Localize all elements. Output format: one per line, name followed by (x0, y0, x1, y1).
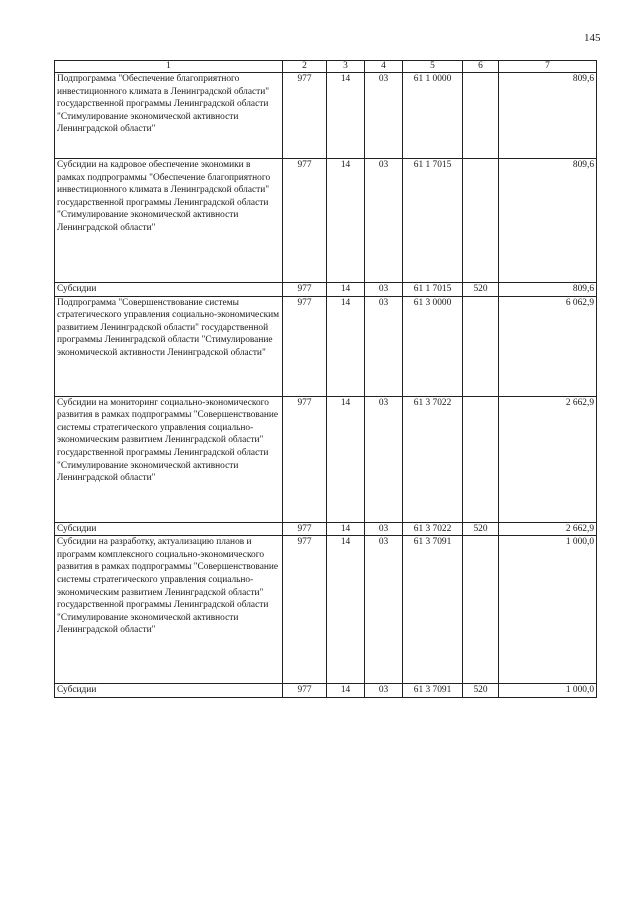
cell-target: 61 3 7091 (403, 684, 463, 698)
cell-type (463, 73, 499, 159)
row-name: Подпрограмма "Обеспечение благоприятного инвестиционного климата в Ленинградской области" государственной программы Ленинградской области "Стимулирование экономической активности Ленинградской области" (55, 73, 283, 159)
cell-subsection: 03 (365, 283, 403, 297)
row-name: Субсидии (55, 684, 283, 698)
cell-code: 977 (283, 73, 327, 159)
cell-section: 14 (327, 684, 365, 698)
cell-subsection: 03 (365, 684, 403, 698)
cell-target: 61 3 7091 (403, 536, 463, 684)
cell-target: 61 1 0000 (403, 73, 463, 159)
cell-code: 977 (283, 536, 327, 684)
table-row (55, 283, 597, 297)
page-number: 145 (584, 32, 601, 44)
table-row (55, 684, 597, 698)
cell-subsection: 03 (365, 159, 403, 283)
cell-amount: 6 062,9 (499, 296, 597, 396)
cell-type (463, 159, 499, 283)
cell-subsection: 03 (365, 522, 403, 536)
cell-type (463, 396, 499, 522)
table-row (55, 396, 597, 522)
cell-amount: 809,6 (499, 73, 597, 159)
cell-target: 61 3 7022 (403, 522, 463, 536)
cell-section: 14 (327, 396, 365, 522)
row-name: Субсидии (55, 283, 283, 297)
cell-type (463, 296, 499, 396)
cell-subsection: 03 (365, 296, 403, 396)
cell-type: 520 (463, 522, 499, 536)
cell-code: 977 (283, 296, 327, 396)
cell-type: 520 (463, 283, 499, 297)
cell-amount: 1 000,0 (499, 536, 597, 684)
cell-section: 14 (327, 536, 365, 684)
cell-target: 61 3 0000 (403, 296, 463, 396)
column-header: 5 (403, 61, 463, 73)
cell-section: 14 (327, 283, 365, 297)
cell-section: 14 (327, 159, 365, 283)
cell-code: 977 (283, 396, 327, 522)
cell-section: 14 (327, 296, 365, 396)
column-header: 4 (365, 61, 403, 73)
table-row (55, 159, 597, 283)
cell-amount: 1 000,0 (499, 684, 597, 698)
row-name: Субсидии на разработку, актуализацию планов и программ комплексного социально-экономического развития в рамках подпрограммы "Совершенствование системы стратегического управления социально-экономическим развитием Ленинградской области" государственной программы Ленинградской области "Стимулирование экономической активности Ленинградской области" (55, 536, 283, 684)
cell-subsection: 03 (365, 73, 403, 159)
cell-target: 61 3 7022 (403, 396, 463, 522)
row-name: Подпрограмма "Совершенствование системы стратегического управления социально-экономическим развитием Ленинградской области" государственной программы Ленинградской области "Стимулирование экономической активности Ленинградской области" (55, 296, 283, 396)
row-name: Субсидии (55, 522, 283, 536)
cell-code: 977 (283, 283, 327, 297)
column-header: 2 (283, 61, 327, 73)
row-name: Субсидии на кадровое обеспечение экономики в рамках подпрограммы "Обеспечение благоприятного инвестиционного климата в Ленинградской области" государственной программы Ленинградской области "Стимулирование экономической активности Ленинградской области" (55, 159, 283, 283)
column-header: 3 (327, 61, 365, 73)
cell-code: 977 (283, 159, 327, 283)
row-name: Субсидии на мониторинг социально-экономического развития в рамках подпрограммы "Совершенствование системы стратегического управления социально-экономическим развитием Ленинградской области" государственной программы Ленинградской области "Стимулирование экономической активности Ленинградской области" (55, 396, 283, 522)
cell-section: 14 (327, 73, 365, 159)
header-row (55, 61, 597, 73)
column-header: 7 (499, 61, 597, 73)
table-row (55, 296, 597, 396)
column-header: 6 (463, 61, 499, 73)
cell-type: 520 (463, 684, 499, 698)
cell-subsection: 03 (365, 536, 403, 684)
cell-amount: 2 662,9 (499, 522, 597, 536)
table-row (55, 522, 597, 536)
cell-code: 977 (283, 684, 327, 698)
cell-target: 61 1 7015 (403, 283, 463, 297)
column-header: 1 (55, 61, 283, 73)
cell-section: 14 (327, 522, 365, 536)
cell-subsection: 03 (365, 396, 403, 522)
cell-type (463, 536, 499, 684)
cell-code: 977 (283, 522, 327, 536)
cell-amount: 809,6 (499, 159, 597, 283)
cell-target: 61 1 7015 (403, 159, 463, 283)
cell-amount: 2 662,9 (499, 396, 597, 522)
cell-amount: 809,6 (499, 283, 597, 297)
budget-table (54, 60, 597, 698)
table-row (55, 536, 597, 684)
table-row (55, 73, 597, 159)
